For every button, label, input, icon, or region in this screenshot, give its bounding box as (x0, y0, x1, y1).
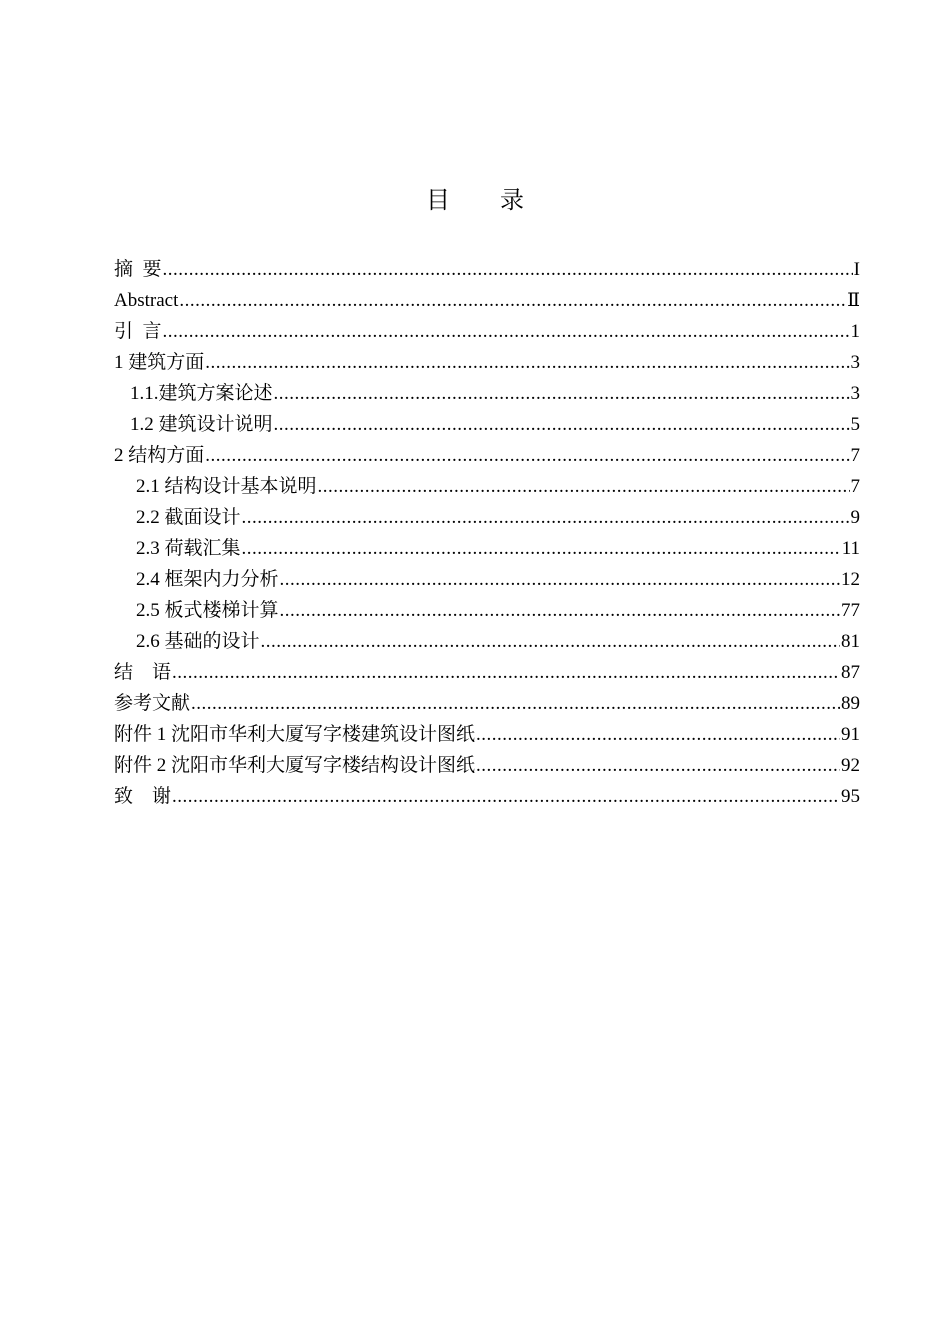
toc-leader-dots (280, 564, 840, 595)
toc-entry[interactable] (114, 688, 860, 719)
toc-entry[interactable] (114, 378, 860, 409)
toc-leader-dots (318, 471, 850, 502)
toc-entry[interactable] (114, 533, 860, 564)
toc-leader-dots (179, 285, 846, 316)
toc-entry-page: 77 (841, 600, 860, 621)
toc-entry-page: 81 (841, 631, 860, 652)
toc-leader-dots (274, 409, 850, 440)
toc-entry-page: 3 (850, 352, 860, 373)
toc-leader-dots (274, 378, 850, 409)
toc-entry[interactable] (114, 626, 860, 657)
toc-leader-dots (172, 781, 840, 812)
toc-entry[interactable] (114, 781, 860, 812)
toc-entry-label: 2.1 结构设计基本说明 (136, 476, 317, 497)
toc-entry-label: 参考文献 (114, 693, 191, 714)
toc-entry-label: 引 言 (114, 321, 162, 342)
toc-entry-label: 1.1.建筑方案论述 (130, 383, 273, 404)
toc-entry[interactable] (114, 595, 860, 626)
toc-entry-page: 12 (841, 569, 860, 590)
toc-entry-page: 1 (850, 321, 860, 342)
toc-entry-label: 附件 2 沈阳市华利大厦写字楼结构设计图纸 (114, 755, 476, 776)
toc-entry-page: 95 (841, 786, 860, 807)
toc-entry-label: 结 语 (114, 662, 172, 683)
toc-entry-page: 3 (850, 383, 860, 404)
toc-leader-dots (261, 626, 840, 657)
toc-leader-dots (205, 440, 849, 471)
toc-leader-dots (476, 719, 840, 750)
toc-entry[interactable] (114, 254, 860, 285)
toc-leader-dots (191, 688, 840, 719)
toc-entry-label: 附件 1 沈阳市华利大厦写字楼建筑设计图纸 (114, 724, 476, 745)
toc-entry-label: 致 谢 (114, 786, 172, 807)
toc-entry-page: 5 (850, 414, 860, 435)
toc-leader-dots (242, 533, 841, 564)
toc-entry-label: 1.2 建筑设计说明 (130, 414, 273, 435)
toc-leader-dots (242, 502, 850, 533)
toc-entry-label: 2.4 框架内力分析 (136, 569, 279, 590)
toc-entry-label: 2.6 基础的设计 (136, 631, 260, 652)
toc-entry[interactable] (114, 657, 860, 688)
toc-entry-page: Ⅱ (847, 290, 860, 311)
toc-entry[interactable] (114, 285, 860, 316)
toc-entry[interactable] (114, 409, 860, 440)
toc-entry-label: 1 建筑方面 (114, 352, 205, 373)
toc-leader-dots (280, 595, 840, 626)
table-of-contents (114, 254, 860, 812)
toc-entry[interactable] (114, 471, 860, 502)
toc-leader-dots (163, 254, 853, 285)
toc-entry[interactable] (114, 347, 860, 378)
toc-entry-label: Abstract (114, 290, 179, 311)
toc-leader-dots (163, 316, 850, 347)
toc-entry[interactable] (114, 750, 860, 781)
toc-entry-page: 87 (841, 662, 860, 683)
toc-entry-page: 89 (841, 693, 860, 714)
toc-entry-page: 11 (841, 538, 860, 559)
toc-entry-label: 2.2 截面设计 (136, 507, 241, 528)
toc-entry-label: 摘 要 (114, 259, 162, 280)
toc-leader-dots (172, 657, 840, 688)
toc-entry[interactable] (114, 440, 860, 471)
toc-entry[interactable] (114, 502, 860, 533)
toc-entry-page: 91 (841, 724, 860, 745)
toc-entry-page: 9 (850, 507, 860, 528)
page-title: 目 录 (426, 188, 546, 214)
toc-leader-dots (476, 750, 840, 781)
toc-entry[interactable] (114, 316, 860, 347)
toc-entry-page: 92 (841, 755, 860, 776)
toc-entry[interactable] (114, 564, 860, 595)
toc-entry[interactable] (114, 719, 860, 750)
toc-entry-page: 7 (850, 445, 860, 466)
toc-entry-page: I (853, 259, 860, 280)
toc-entry-label: 2.3 荷载汇集 (136, 538, 241, 559)
toc-entry-label: 2 结构方面 (114, 445, 205, 466)
toc-leader-dots (205, 347, 849, 378)
toc-entry-page: 7 (850, 476, 860, 497)
toc-entry-label: 2.5 板式楼梯计算 (136, 600, 279, 621)
